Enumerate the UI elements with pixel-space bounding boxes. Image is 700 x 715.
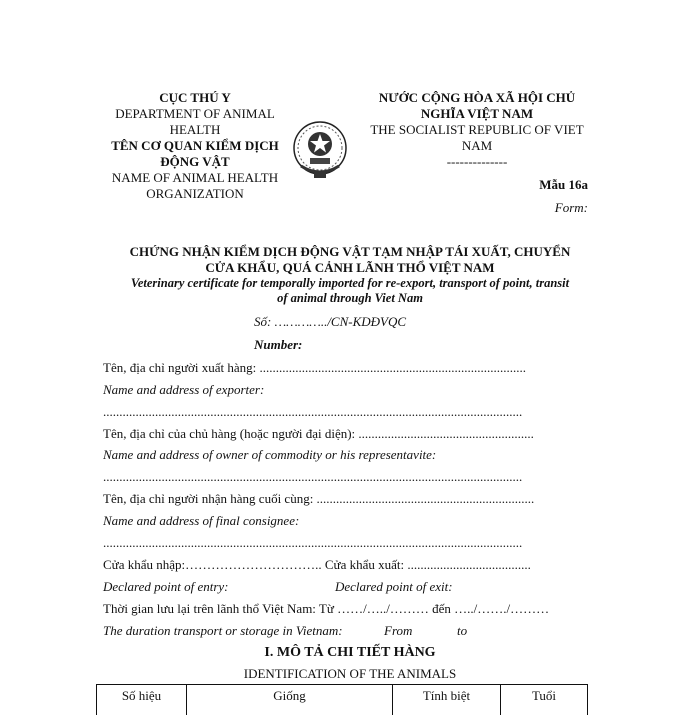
- exit-en-label: Declared point of exit:: [335, 579, 453, 594]
- consignee-vn-field: Tên, địa chỉ người nhận hàng cuối cùng: ...................................................................: [103, 491, 535, 506]
- title-en-2: of animal through Viet Nam: [277, 291, 423, 305]
- republic-en: THE SOCIALIST REPUBLIC OF VIET: [370, 122, 584, 137]
- consignee-dots: .................................................................................................................................: [103, 535, 523, 550]
- title-vn-1: CHỨNG NHẬN KIỂM DỊCH ĐỘNG VẬT TẠM NHẬP TÁI XUẤT, CHUYỂN: [129, 244, 571, 259]
- issuer-en-org: NAME OF ANIMAL HEALTH: [111, 170, 279, 185]
- title-en-1: Veterinary certificate for temporally imported for re-export, transport of point, transit: [130, 276, 570, 290]
- issuer-en-dept-cont: HEALTH: [169, 122, 221, 137]
- issuer-vn-dept: CỤC THÚ Y: [159, 90, 231, 105]
- issuer-en-dept: DEPARTMENT OF ANIMAL: [115, 106, 275, 121]
- republic-block: [362, 90, 592, 170]
- table-header-breed: Giống: [187, 685, 393, 715]
- exporter-en-label: Name and address of exporter:: [103, 382, 265, 397]
- certificate-number-en: Number:: [254, 337, 303, 352]
- issuer-block: [95, 90, 295, 202]
- republic-divider: --------------: [446, 154, 508, 169]
- table-header-id: Số hiệu: [97, 685, 187, 715]
- duration-vn-field: Thời gian lưu lại trên lãnh thổ Việt Nam: Từ ……/…../……… đến …../……./………: [103, 601, 550, 616]
- form-label: Form:: [554, 200, 588, 215]
- certificate-number-vn: Số: …………../CN-KDĐVQC: [254, 314, 407, 329]
- to-label: to: [457, 623, 468, 638]
- republic-vn: NƯỚC CỘNG HÒA XÃ HỘI CHỦ: [378, 90, 576, 105]
- from-label: From: [384, 623, 413, 638]
- title-vn-2: CỬA KHẨU, QUÁ CẢNH LÃNH THỔ VIỆT NAM: [205, 260, 495, 275]
- certificate-title: [98, 244, 602, 306]
- owner-dots: .................................................................................................................................: [103, 469, 523, 484]
- table-header-age: Tuổi: [531, 688, 557, 703]
- entry-en-label: Declared point of entry:: [103, 579, 229, 594]
- owner-vn-field: Tên, địa chỉ của chủ hàng (hoặc người đại diện): ......................................................: [103, 426, 534, 441]
- issuer-vn-org: TÊN CƠ QUAN KIỂM DỊCH: [111, 138, 279, 153]
- owner-en-label: Name and address of owner of commodity or his representavite:: [103, 447, 437, 462]
- republic-vn-cont: NGHĨA VIỆT NAM: [420, 106, 534, 121]
- duration-en-label: The duration transport or storage in Vietnam:: [103, 623, 343, 638]
- exporter-dots: .................................................................................................................................: [103, 404, 523, 419]
- entry-exit-vn-field: Cửa khẩu nhập:………………………….. Cửa khẩu xuất: ......................................: [103, 557, 531, 572]
- section-subheading: IDENTIFICATION OF THE ANIMALS: [243, 666, 457, 681]
- national-emblem-icon: [291, 118, 349, 184]
- republic-en-cont: NAM: [461, 138, 493, 153]
- issuer-vn-org-cont: ĐỘNG VẬT: [160, 154, 230, 169]
- exporter-vn-field: Tên, địa chỉ người xuất hàng: ..................................................................................: [103, 360, 527, 375]
- form-number: Mẫu 16a: [539, 177, 588, 192]
- consignee-en-label: Name and address of final consignee:: [103, 513, 300, 528]
- issuer-en-org-cont: ORGANIZATION: [146, 186, 244, 201]
- section-heading: I. MÔ TẢ CHI TIẾT HÀNG: [264, 645, 436, 660]
- table-header-sex: Tính biệt: [393, 685, 501, 715]
